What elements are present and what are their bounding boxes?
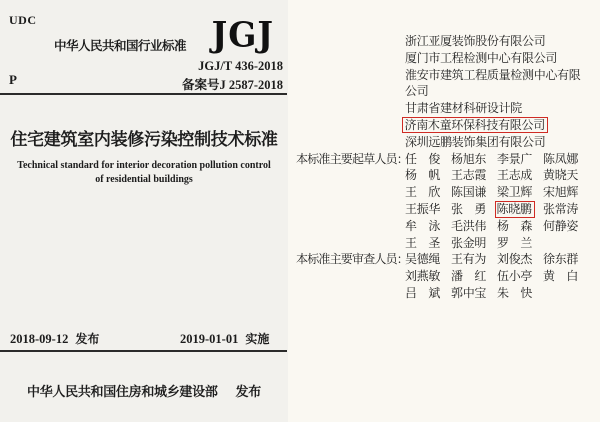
person-name: 王 欣 (405, 185, 441, 200)
company-item-wrap (405, 83, 600, 100)
person-name: 王有为 (451, 252, 487, 267)
person-name: 陈国谦 (451, 185, 487, 200)
person-name: 牟 泳 (405, 218, 441, 233)
drafters-row (296, 201, 600, 218)
jgj-logo: JGJ (211, 14, 274, 55)
udc-label: UDC (9, 13, 37, 27)
implementation-date: 2019-01-01 (180, 332, 239, 346)
reviewers-label: 本标准主要审查人员： (296, 252, 409, 267)
row-indent (296, 268, 405, 285)
person-name: 杨 帆 (405, 168, 441, 183)
person-name: 陈凤娜 (543, 151, 579, 166)
person-name: 张 勇 (451, 201, 487, 216)
person-name: 任 俊 (405, 151, 441, 166)
person-name: 徐东群 (543, 252, 579, 267)
company-item (405, 100, 600, 117)
person-name: 毛洪伟 (451, 218, 487, 233)
company-item (405, 67, 600, 84)
issue-label: 发布 (75, 332, 100, 346)
drafters-row (296, 151, 600, 168)
standard-number: JGJ/T 436-2018 (198, 59, 283, 73)
p-classification-mark: P (9, 72, 17, 87)
drafters-row (296, 235, 600, 252)
company-name: 浙江亚厦装饰股份有限公司 (405, 34, 546, 48)
person-name: 李景广 (497, 151, 533, 166)
reviewers-row (296, 268, 600, 285)
company-name: 甘肃省建材科研设计院 (405, 101, 523, 116)
person-name: 宋旭辉 (543, 185, 579, 200)
record-number: 备案号J 2587-2018 (181, 78, 283, 92)
person-name: 郭中宝 (451, 285, 487, 300)
implementation-date-group (180, 330, 269, 347)
company-name: 公司 (405, 84, 429, 99)
title-en-line2: of residential buildings (95, 173, 193, 185)
drafters-row (296, 218, 600, 235)
person-name: 张金明 (451, 235, 487, 250)
company-name: 厦门市工程检测中心有限公司 (405, 50, 558, 65)
person-name: 何静姿 (543, 218, 579, 233)
company-name: 淮安市建筑工程质量检测中心有限 (405, 67, 581, 82)
person-name: 梁卫辉 (497, 185, 533, 200)
header-divider (0, 93, 287, 95)
person-name: 王志霞 (451, 168, 487, 183)
publish-label: 发布 (235, 384, 261, 399)
company-name: 深圳远鹏装饰集团有限公司 (405, 134, 546, 149)
row-indent (296, 167, 405, 184)
title-en-line1: Technical standard for interior decoration pollution control (17, 160, 271, 171)
row-indent (296, 285, 405, 302)
row-indent (296, 218, 405, 235)
standard-title-en (0, 159, 288, 186)
person-name: 吴德绳 (405, 252, 441, 267)
company-item (405, 50, 600, 67)
highlight-box-person: 陈晓鹏 (495, 201, 535, 218)
drafters-label: 本标准主要起草人员： (296, 151, 409, 166)
person-name: 王振华 (405, 201, 441, 216)
implementation-label: 实施 (245, 332, 270, 346)
company-item (405, 134, 600, 151)
person-name: 吕 斌 (405, 285, 441, 300)
standard-type-heading: 中华人民共和国行业标准 (54, 39, 187, 53)
row-indent (296, 184, 405, 201)
person-name: 杨 森 (497, 218, 533, 233)
drafters-row (296, 167, 600, 184)
reviewers-row (296, 251, 600, 268)
cover-page (0, 0, 288, 422)
person-name: 伍小亭 (497, 269, 533, 284)
credits-page (288, 0, 600, 422)
person-name: 王志成 (497, 168, 533, 183)
company-item (405, 33, 600, 50)
issue-date: 2018-09-12 (10, 332, 69, 346)
issue-date-group (10, 330, 99, 347)
standard-title-cn: 住宅建筑室内装修污染控制技术标准 (10, 130, 278, 149)
publisher-row (0, 381, 288, 400)
person-name: 潘 红 (451, 269, 487, 284)
person-name: 张常涛 (543, 201, 579, 216)
row-indent (296, 201, 405, 218)
person-name: 罗 兰 (497, 235, 533, 250)
person-name: 刘燕敏 (405, 269, 441, 284)
footer-divider (0, 350, 287, 352)
publisher-name: 中华人民共和国住房和城乡建设部 (27, 384, 218, 399)
person-name: 黄 白 (543, 269, 579, 284)
company-item-highlighted (405, 117, 600, 134)
person-name: 朱 快 (497, 285, 533, 300)
reviewers-row (296, 285, 600, 302)
highlight-box-company: 济南木童环保科技有限公司 (402, 117, 548, 133)
person-name: 黄晓天 (543, 168, 579, 183)
drafters-row (296, 184, 600, 201)
person-name: 王 圣 (405, 235, 441, 250)
person-name: 杨旭东 (451, 151, 487, 166)
row-indent (296, 235, 405, 252)
person-name: 刘俊杰 (497, 252, 533, 267)
